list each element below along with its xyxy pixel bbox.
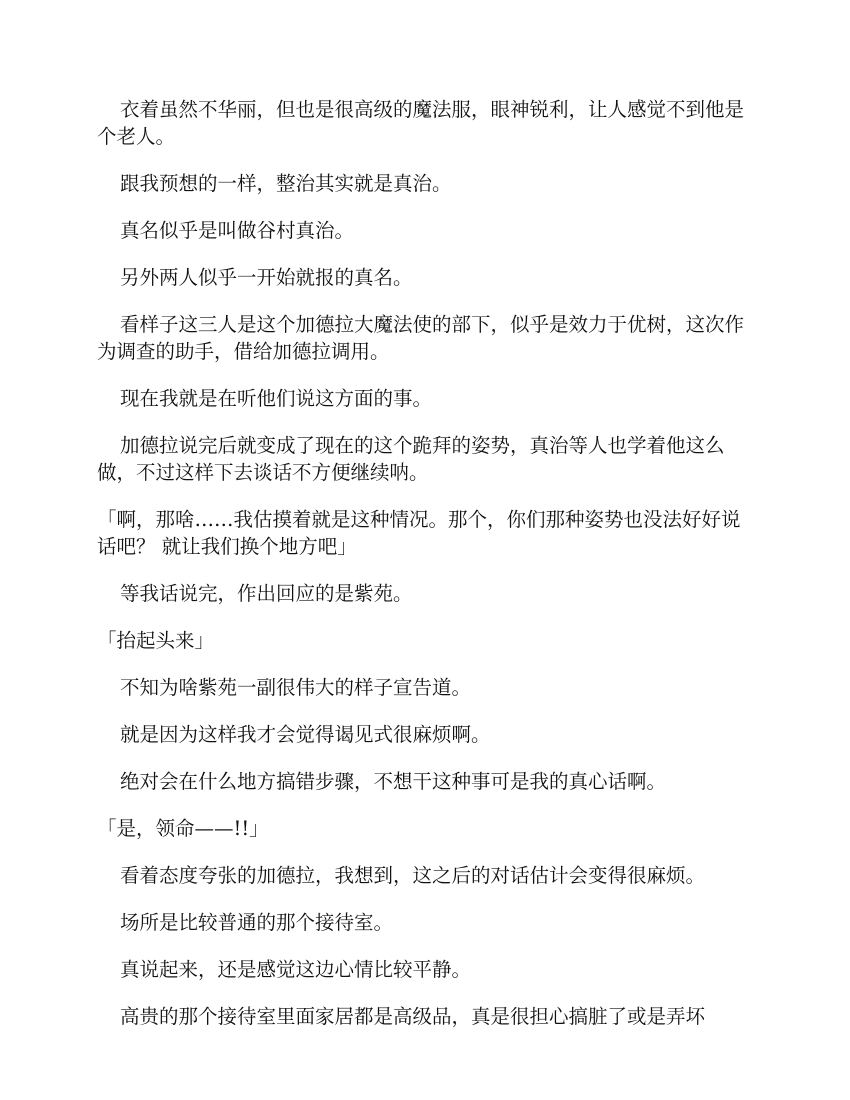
paragraph: 高贵的那个接待室里面家居都是高级品，真是很担心搞脏了或是弄坏 [120,1005,706,1028]
dialogue-paragraph: 「啊，那啥……我估摸着就是这种情况。那个，你们那种姿势也没法好好说话吧？ 就让我们换个地方吧」 [97,508,741,558]
paragraph: 真名似乎是叫做谷村真治。 [120,219,355,242]
paragraph: 现在我就是在听他们说这方面的事。 [120,387,433,410]
paragraph: 绝对会在什么地方搞错步骤，不想干这种事可是我的真心话啊。 [120,770,667,793]
paragraph: 加德拉说完后就变成了现在的这个跪拜的姿势，真治等人也学着他这么做，不过这样下去谈话不方便继续呐。 [97,434,725,484]
dialogue-paragraph: 「是，领命——!!」 [97,817,269,840]
paragraph: 不知为啥紫苑一副很伟大的样子宣告道。 [120,676,472,699]
paragraph: 另外两人似乎一开始就报的真名。 [120,266,413,289]
paragraph: 就是因为这样我才会觉得谒见式很麻烦啊。 [120,723,491,746]
dialogue-paragraph: 「抬起头来」 [97,629,215,652]
body-text [97,96,757,1050]
paragraph: 场所是比较普通的那个接待室。 [120,911,394,934]
paragraph: 真说起来，还是感觉这边心情比较平静。 [120,958,472,981]
paragraph: 看样子这三人是这个加德拉大魔法使的部下，似乎是效力于优树，这次作为调查的助手，借给加德拉调用。 [97,313,745,363]
paragraph: 看着态度夸张的加德拉，我想到，这之后的对话估计会变得很麻烦。 [120,864,706,887]
paragraph: 跟我预想的一样，整治其实就是真治。 [120,172,452,195]
paragraph: 衣着虽然不华丽，但也是很高级的魔法服，眼神锐利，让人感觉不到他是个老人。 [97,98,745,148]
paragraph: 等我话说完，作出回应的是紫苑。 [120,582,413,605]
